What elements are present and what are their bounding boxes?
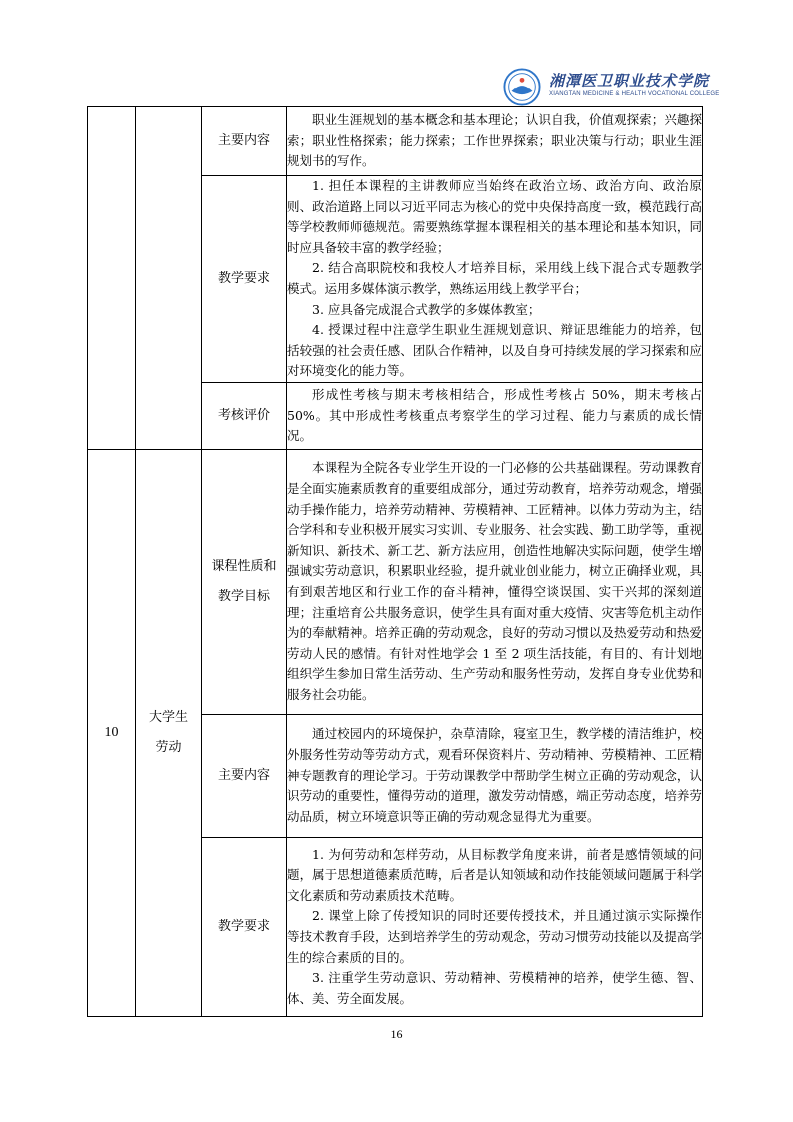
row-content <box>287 176 703 383</box>
paragraph: 通过校园内的环境保护，杂草清除，寝室卫生，教学楼的清洁维护，校外服务性劳动等劳动方式，观看环保资料片、劳动精神、劳模精神、工匠精神专题教育的理论学习。于劳动课教学中帮助学生树立正确的劳动观念，认识劳动的重要性，懂得劳动的道理，激发劳动情感，端正劳动态度，培养劳动品质，树立环境意识等正确的劳动观念显得尤为重要。 <box>287 726 702 824</box>
paragraph: 3. 应具备完成混合式教学的多媒体教室； <box>312 301 541 317</box>
college-name-en: XIANGTAN MEDICINE & HEALTH VOCATIONAL COLLEGE <box>549 91 720 97</box>
course-name-line: 大学生 <box>148 709 188 725</box>
paragraph: 职业生涯规划的基本概念和基本理论；认识自我，价值观探索；兴趣探索；职业性格探索；能力探索；工作世界探索；职业决策与行动；职业生涯规划书的写作。 <box>287 112 702 169</box>
row-label: 主要内容 <box>202 107 287 176</box>
row-content <box>287 837 703 1016</box>
college-header <box>503 68 720 108</box>
course-table <box>87 106 703 1017</box>
prev-course-name-cell <box>136 107 202 450</box>
paragraph: 1. 为何劳动和怎样劳动，从目标教学角度来讲，前者是感情领域的问题，属于思想道德素质范畴，后者是认知领域和动作技能领域问题属于科学文化素质和劳动素质技术范畴。 <box>287 846 702 903</box>
table-row <box>88 449 703 714</box>
row-label-line: 课程性质和 <box>211 558 277 574</box>
paragraph: 形成性考核与期末考核相结合，形成性考核占 50%，期末考核占 50%。其中形成性考核重点考察学生的学习过程、能力与素质的成长情况。 <box>287 387 702 444</box>
paragraph: 本课程为全院各专业学生开设的一门必修的公共基础课程。劳动课教育是全面实施素质教育的重要组成部分，通过劳动教育，培养劳动观念，增强动手操作能力，培养劳动精神、劳模精神、工匠精神。以体力劳动为主，结合学科和专业积极开展实习实训、专业服务、社会实践、勤工助学等，重视新知识、新技术、新工艺、新方法应用，创造性地解决实际问题，使学生增强诚实劳动意识，积累职业经验，提升就业创业能力，树立正确择业观，具有到艰苦地区和行业工作的奋斗精神，懂得空谈误国、实干兴邦的深刻道理；注重培育公共服务意识，使学生具有面对重大疫情、灾害等危机主动作为的奉献精神。培养正确的劳动观念，良好的劳动习惯以及热爱劳动和热爱劳动人民的感情。有针对性地学会 1 至 2 项生活技能，有目的、有计划地组织学生参加日常生活劳动、生产劳动和服务性劳动，发挥自身专业优势和服务社会功能。 <box>287 460 702 702</box>
row-content <box>287 382 703 449</box>
college-name-cn: 湘潭医卫职业技术学院 <box>549 72 710 90</box>
paragraph: 3. 注重学生劳动意识、劳动精神、劳模精神的培养，使学生德、智、体、美、劳全面发展。 <box>287 970 702 1006</box>
row-label-line: 教学目标 <box>217 588 270 604</box>
row-content <box>287 714 703 837</box>
paragraph: 2. 结合高职院校和我校人才培养目标，采用线上线下混合式专题教学模式。运用多媒体演示教学，熟练运用线上教学平台； <box>287 260 702 296</box>
course-name-line: 劳动 <box>155 739 182 755</box>
course-number: 10 <box>88 449 136 1016</box>
row-label: 教学要求 <box>202 176 287 383</box>
row-label: 教学要求 <box>202 837 287 1016</box>
page-number: 16 <box>390 1027 403 1041</box>
table-row <box>88 107 703 176</box>
paragraph: 1. 担任本课程的主讲教师应当始终在政治立场、政治方向、政治原则、政治道路上同以习近平同志为核心的党中央保持高度一致，模范践行高等学校教师师德规范。需要熟练掌握本课程相关的基本理论和基本知识，同时应具备较丰富的教学经验； <box>287 178 702 255</box>
row-label: 考核评价 <box>202 382 287 449</box>
row-label: 主要内容 <box>202 714 287 837</box>
row-content <box>287 449 703 714</box>
college-logo-icon <box>503 68 541 106</box>
prev-course-number-cell <box>88 107 136 450</box>
paragraph: 4. 授课过程中注意学生职业生涯规划意识、辩证思维能力的培养，包括较强的社会责任感、团队合作精神，以及自身可持续发展的学习探索和应对环境变化的能力等。 <box>287 322 702 379</box>
paragraph: 2. 课堂上除了传授知识的同时还要传授技术，并且通过演示实际操作等技术教育手段，达到培养学生的劳动观念，劳动习惯劳动技能以及提高学生的综合素质的目的。 <box>287 908 702 965</box>
course-name <box>136 449 202 1016</box>
row-content <box>287 107 703 176</box>
row-label <box>202 449 287 714</box>
